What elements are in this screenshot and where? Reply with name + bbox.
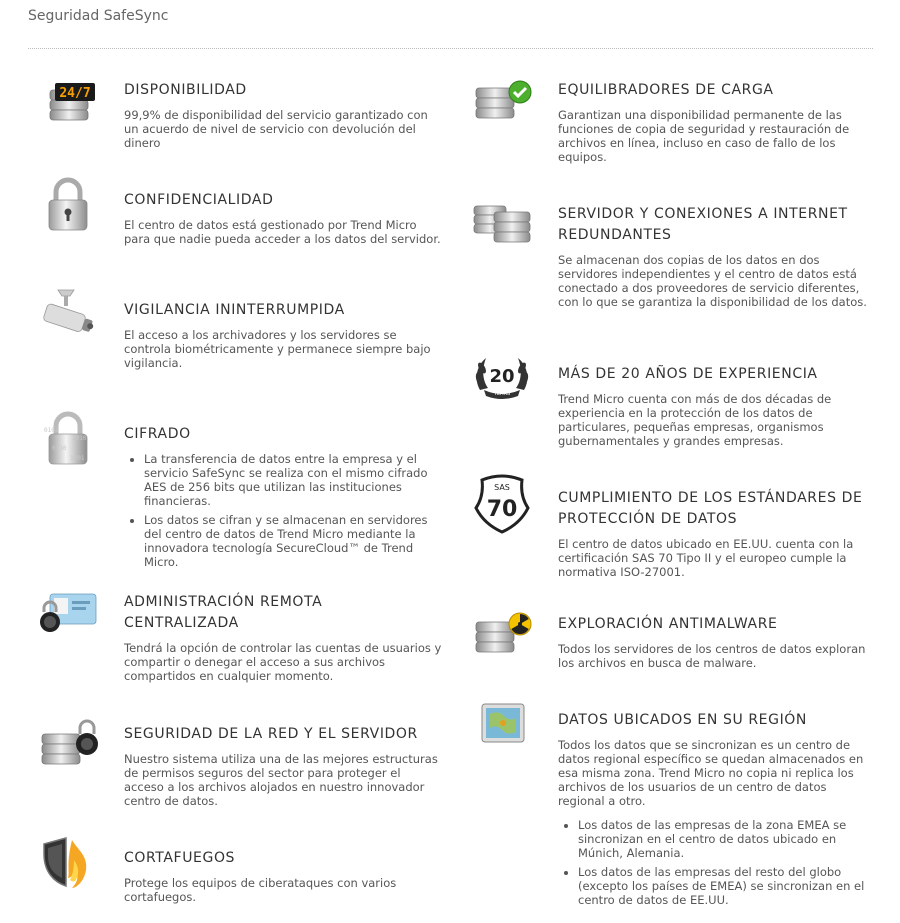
svg-text:0110: 0110 — [52, 445, 67, 452]
feature-title: CORTAFUEGOS — [124, 850, 236, 866]
svg-text:70: 70 — [486, 497, 518, 522]
divider — [28, 48, 873, 49]
feature-bullets — [124, 452, 442, 569]
server-check-icon — [470, 62, 534, 126]
feature-title: DATOS UBICADOS EN SU REGIÓN — [558, 712, 807, 728]
feature-title: DISPONIBILIDAD — [124, 82, 247, 98]
feature-title: CUMPLIMIENTO DE LOS ESTÁNDARES DE PROTECCIÓN DE DATOS — [558, 490, 863, 527]
feature-desc: Todos los servidores de los centros de datos exploran los archivos en busca de malware. — [558, 642, 866, 670]
server-radiation-icon — [470, 596, 534, 660]
padlock-icon — [36, 172, 100, 236]
server-lock-icon — [36, 706, 100, 770]
feature-title: CONFIDENCIALIDAD — [124, 192, 274, 208]
feature-desc: Trend Micro cuenta con más de dos décadas de experiencia en la protección de los datos de particulares, pequeñas empresas, organismos gubernamentales y grandes empresas. — [558, 392, 832, 448]
id-card-lock-icon — [36, 574, 100, 638]
feature-desc: Tendrá la opción de controlar las cuentas de usuarios y compartir o denegar el acceso a sus archivos compartidos en cualquier momento. — [124, 641, 442, 683]
map-region-icon — [470, 692, 534, 756]
feature-title: EXPLORACIÓN ANTIMALWARE — [558, 616, 778, 632]
feature-desc: Protege los equipos de ciberataques con varios cortafuegos. — [124, 876, 397, 904]
bullet-item: • Los datos de las empresas de la zona EMEA se sincronizan en el centro de datos ubicado en Múnich, Alemania. — [578, 818, 876, 860]
feature-desc: Garantizan una disponibilidad permanente de las funciones de copia de seguridad y restauración de archivos en línea, incluso en caso de fallo de los equipos. — [558, 108, 850, 164]
feature-title: ADMINISTRACIÓN REMOTA CENTRALIZADA — [124, 594, 323, 631]
feature-bullets — [558, 818, 876, 907]
bullet-item: • La transferencia de datos entre la empresa y el servicio SafeSync se realiza con el mismo cifrado AES de 256 bits que utilizan las instituciones financieras. — [144, 452, 442, 508]
svg-text:0101: 0101 — [44, 427, 59, 434]
feature-title: SEGURIDAD DE LA RED Y EL SERVIDOR — [124, 726, 418, 742]
feature-title: SERVIDOR Y CONEXIONES A INTERNET REDUNDANTES — [558, 206, 848, 243]
feature-desc: Todos los datos que se sincronizan es un centro de datos regional específico se quedan almacenados en esa misma zona. Trend Micro no copia ni replica los archivos de los usuarios de un centro de datos regional a otro. — [558, 738, 864, 808]
svg-text:1001: 1001 — [70, 455, 85, 462]
svg-text:SAS: SAS — [494, 483, 510, 492]
svg-text:20: 20 — [489, 366, 515, 387]
svg-text:24/7: 24/7 — [59, 86, 91, 101]
security-camera-icon — [36, 282, 100, 346]
server-247-icon — [36, 62, 100, 126]
feature-desc: Se almacenan dos copias de los datos en dos servidores independientes y el centro de datos está conectado a dos proveedores de servicio diferentes, con lo que se garantiza la disponibilidad de los datos. — [558, 253, 867, 309]
feature-title: VIGILANCIA ININTERRUMPIDA — [124, 302, 345, 318]
feature-desc: 99,9% de disponibilidad del servicio garantizado con un acuerdo de nivel de servicio con devolución del dinero — [124, 108, 428, 150]
feature-title: MÁS DE 20 AÑOS DE EXPERIENCIA — [558, 366, 818, 382]
svg-text:YEARS: YEARS — [493, 391, 511, 397]
redundant-servers-icon — [470, 186, 534, 250]
binary-padlock-icon — [36, 406, 100, 470]
page-title: Seguridad SafeSync — [28, 8, 169, 24]
feature-title: CIFRADO — [124, 426, 191, 442]
bullet-item: • Los datos se cifran y se almacenan en servidores del centro de datos de Trend Micro mediante la innovadora tecnología SecureCloud™ de Trend Micro. — [144, 513, 442, 569]
feature-desc: El acceso a los archivadores y los servidores se controla biométricamente y permanece siempre bajo vigilancia. — [124, 328, 431, 370]
feature-desc: Nuestro sistema utiliza una de las mejores estructuras de permisos seguros del sector para proteger el acceso a los archivos alojados en nuestro innovador centro de datos. — [124, 752, 438, 808]
feature-desc: El centro de datos está gestionado por Trend Micro para que nadie pueda acceder a los datos del servidor. — [124, 218, 441, 246]
bullet-item: • Los datos de las empresas del resto del globo (excepto los países de EMEA) se sincronizan en el centro de datos de EE.UU. — [578, 865, 876, 907]
sas70-shield-icon — [470, 470, 534, 534]
feature-desc: El centro de datos ubicado en EE.UU. cuenta con la certificación SAS 70 Tipo II y el europeo cumple la normativa ISO-27001. — [558, 537, 854, 579]
laurel-20-years-icon — [470, 346, 534, 410]
feature-title: EQUILIBRADORES DE CARGA — [558, 82, 774, 98]
firewall-shield-icon — [36, 830, 100, 894]
svg-text:1010: 1010 — [72, 435, 87, 442]
